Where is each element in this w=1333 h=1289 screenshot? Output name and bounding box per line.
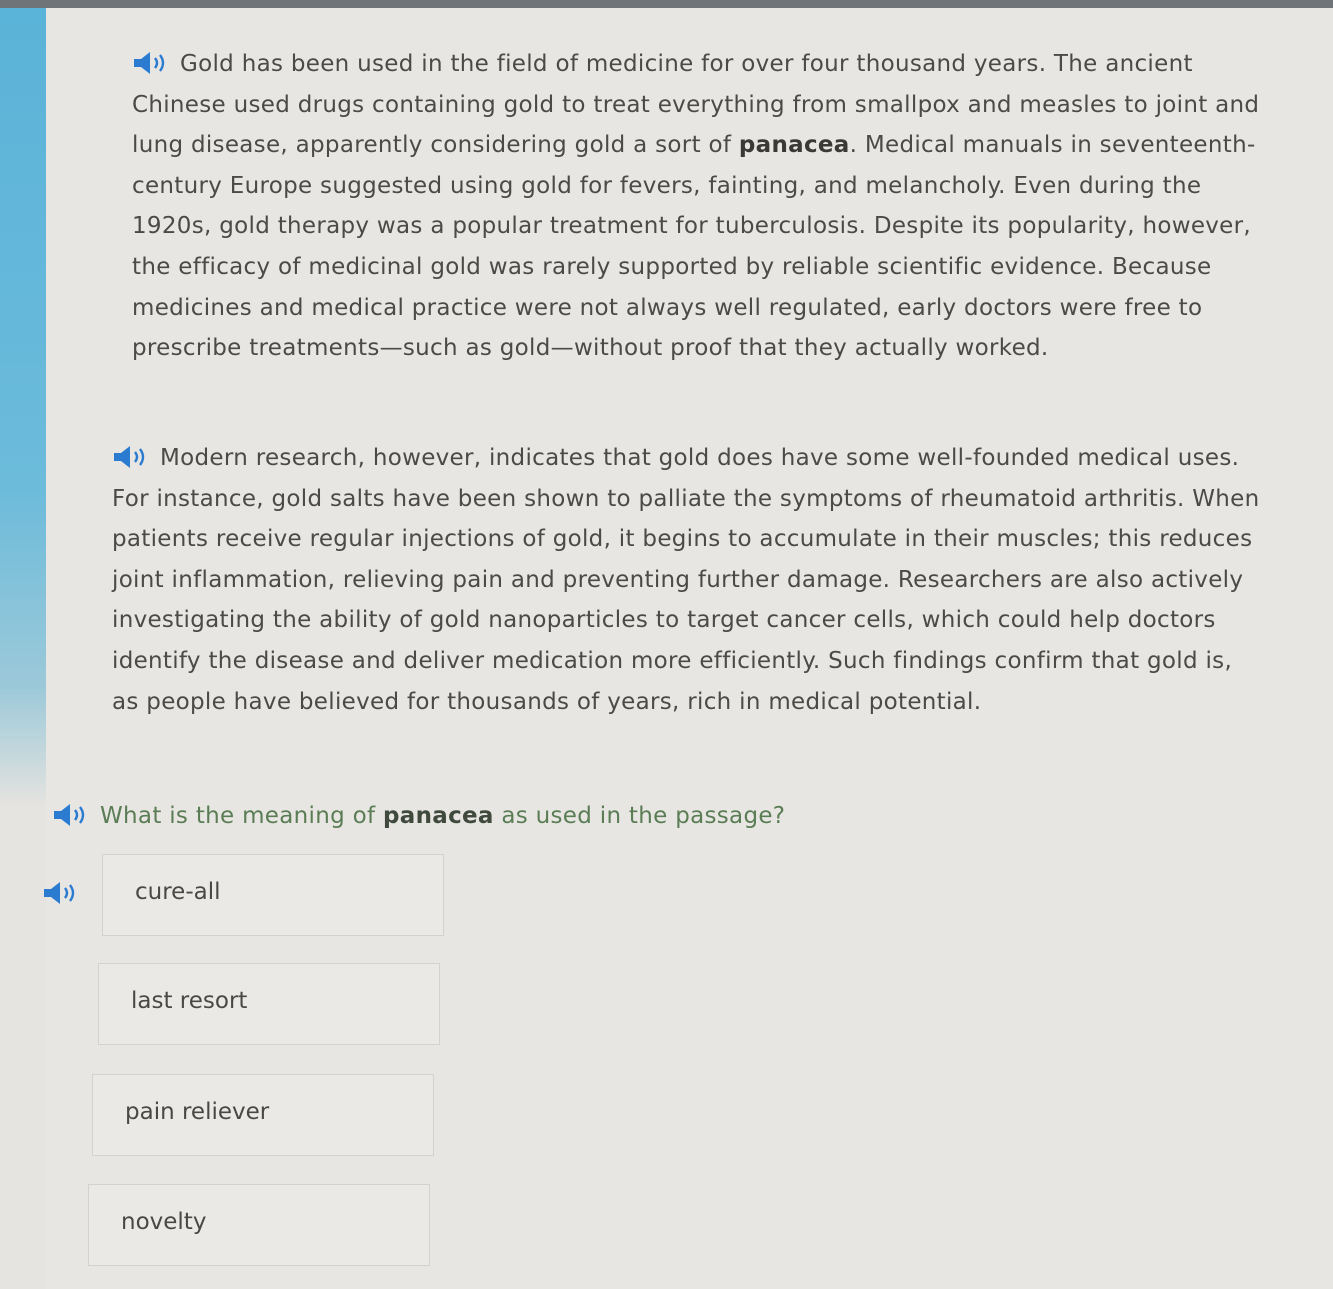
paragraph-2-text: Modern research, however, indicates that gold does have some well-founded medical uses. For instance, gold salts have been shown to palliate the symptoms of rheumatoid arthritis. When patients receive regular injections of gold, it begins to accumulate in their muscles; this reduces joint inflammation, relieving pain and preventing further damage. Researchers are also actively investigating the ability of gold nanoparticles to target cancer cells, which could help doctors identify the disease and deliver medication more efficiently. Such findings confirm that gold is, as people have believed for thousands of years, rich in medical potential.	[112, 445, 1260, 715]
speaker-icon[interactable]	[132, 50, 172, 76]
answer-choice-pain-reliever[interactable]	[92, 1074, 434, 1156]
passage-paragraph-1	[132, 44, 1267, 369]
answer-choice-label: novelty	[121, 1209, 207, 1235]
speaker-icon[interactable]	[42, 880, 82, 910]
top-bar	[0, 0, 1333, 8]
speaker-icon[interactable]	[52, 802, 92, 828]
answer-choice-label: last resort	[131, 988, 248, 1014]
question-prompt	[52, 796, 952, 836]
passage-paragraph-2	[112, 438, 1262, 722]
question-text-start: What is the meaning of	[100, 803, 376, 829]
answer-choice-label: pain reliever	[125, 1099, 270, 1125]
paragraph-1-text-start: Gold has been used in the field of medicine for over four thousand years. The ancient Chinese used drugs containing gold to treat everything from smallpox and measles to joint and lung disease, apparently considering gold a sort of	[132, 51, 1260, 159]
paragraph-1-text-end: . Medical manuals in seventeenth-century Europe suggested using gold for fevers, fainting, and melancholy. Even during the 1920s, gold therapy was a popular treatment for tuberculosis. Despite its popularity, however, the efficacy of medicinal gold was rarely supported by reliable scientific evidence. Because medicines and medical practice were not always well regulated, early doctors were free to prescribe treatments—such as gold—without proof that they actually worked.	[132, 132, 1256, 362]
left-accent-band	[0, 8, 46, 808]
answer-choice-label: cure-all	[135, 879, 221, 905]
question-text-end: as used in the passage?	[501, 803, 786, 829]
content-area	[46, 8, 1333, 1289]
answer-choice-cure-all[interactable]	[102, 854, 444, 936]
answer-choice-novelty[interactable]	[88, 1184, 430, 1266]
speaker-icon[interactable]	[112, 444, 152, 470]
vocab-word-panacea: panacea	[738, 132, 850, 159]
question-vocab-word: panacea	[382, 803, 494, 829]
answer-choice-last-resort[interactable]	[98, 963, 440, 1045]
